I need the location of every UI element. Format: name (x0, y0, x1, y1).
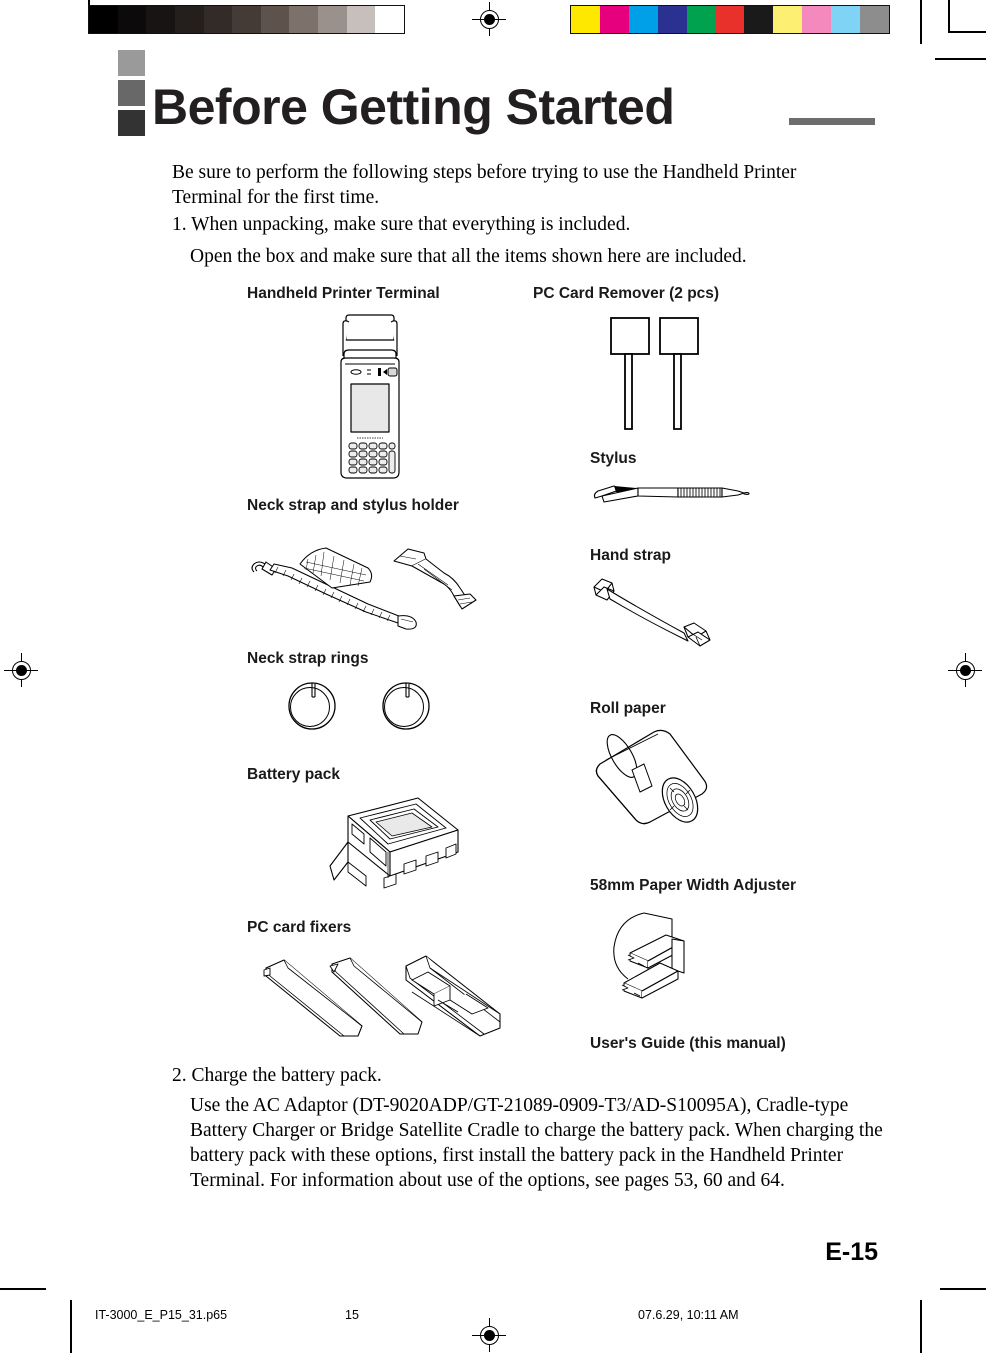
registration-mark-left (4, 653, 38, 687)
item-label-pc-card-fixers: PC card fixers (247, 919, 352, 936)
title-block-light (118, 50, 145, 76)
footer-page-number: 15 (345, 1308, 359, 1322)
illustration-neck-strap-and-stylus-holder (248, 528, 484, 630)
intro-paragraph: Be sure to perform the following steps before trying to use the Handheld Printer Terminal for the first time. (172, 162, 797, 208)
color-calibration-bar (570, 5, 890, 34)
step-2-heading-text: Charge the battery pack. (191, 1065, 382, 1086)
footer-file-name: IT-3000_E_P15_31.p65 (95, 1308, 228, 1322)
illustration-pc-card-remover (608, 315, 706, 433)
title-decoration-blocks (118, 50, 145, 140)
crop-mark-top-right-h (948, 31, 986, 33)
step-1-heading-text: When unpacking, make sure that everything is included. (191, 214, 631, 235)
title-block-medium (118, 80, 145, 106)
title-rule (789, 118, 875, 125)
illustration-stylus (592, 482, 752, 508)
illustration-pc-card-fixers (262, 950, 506, 1042)
illustration-paper-width-adjuster (608, 905, 708, 1005)
registration-mark-top (472, 2, 506, 36)
item-label-battery-pack: Battery pack (247, 766, 341, 783)
illustration-hand-strap (588, 575, 718, 653)
crop-mark-top-right-h2 (935, 58, 986, 60)
crop-mark-bottom-left-h (0, 1288, 46, 1290)
item-label-paper-width-adjuster: 58mm Paper Width Adjuster (590, 877, 796, 894)
item-label-neck-strap-rings: Neck strap rings (247, 650, 369, 667)
crop-mark-top-right-v1 (920, 0, 922, 44)
illustration-neck-strap-rings (285, 680, 433, 732)
footer-timestamp: 07.6.29, 10:11 AM (638, 1308, 739, 1322)
step-1-heading (172, 212, 630, 237)
item-label-handheld-printer-terminal: Handheld Printer Terminal (247, 285, 440, 302)
crop-mark-bottom-right-h (940, 1288, 986, 1290)
step-2-body: Use the AC Adaptor (DT-9020ADP/GT-21089-0909-T3/AD-S10095A), Cradle-type Battery Charger or Bridge Satellite Cradle to charge the battery pack. When charging the battery pack with these options, first install the battery pack in the Handheld Printer Terminal. For information about use of the options, see pages 53, 60 and 64. (190, 1095, 883, 1191)
item-label-stylus: Stylus (590, 450, 637, 467)
page-title: Before Getting Started (152, 79, 675, 135)
item-label-hand-strap: Hand strap (590, 547, 671, 564)
item-label-users-guide: User's Guide (this manual) (590, 1035, 786, 1052)
crop-mark-top-right-v2 (948, 0, 950, 32)
item-label-neck-strap-and-stylus-holder: Neck strap and stylus holder (247, 497, 459, 514)
illustration-battery-pack (300, 794, 468, 904)
page-code: E-15 (825, 1238, 878, 1266)
title-block-dark (118, 110, 145, 136)
crop-mark-bottom-right-v (920, 1300, 922, 1353)
registration-mark-bottom (472, 1318, 506, 1352)
item-label-pc-card-remover: PC Card Remover (2 pcs) (533, 285, 720, 302)
grayscale-calibration-bar (88, 5, 405, 34)
illustration-roll-paper (592, 726, 714, 826)
crop-mark-bottom-left-v (70, 1300, 72, 1353)
registration-mark-right (948, 653, 982, 687)
item-label-roll-paper: Roll paper (590, 700, 666, 717)
step-2-number: 2. (172, 1065, 187, 1086)
step-2-heading (172, 1063, 382, 1088)
illustration-handheld-printer-terminal (332, 312, 408, 480)
step-1-body: Open the box and make sure that all the items shown here are included. (190, 246, 747, 267)
step-1-number: 1. (172, 214, 187, 235)
